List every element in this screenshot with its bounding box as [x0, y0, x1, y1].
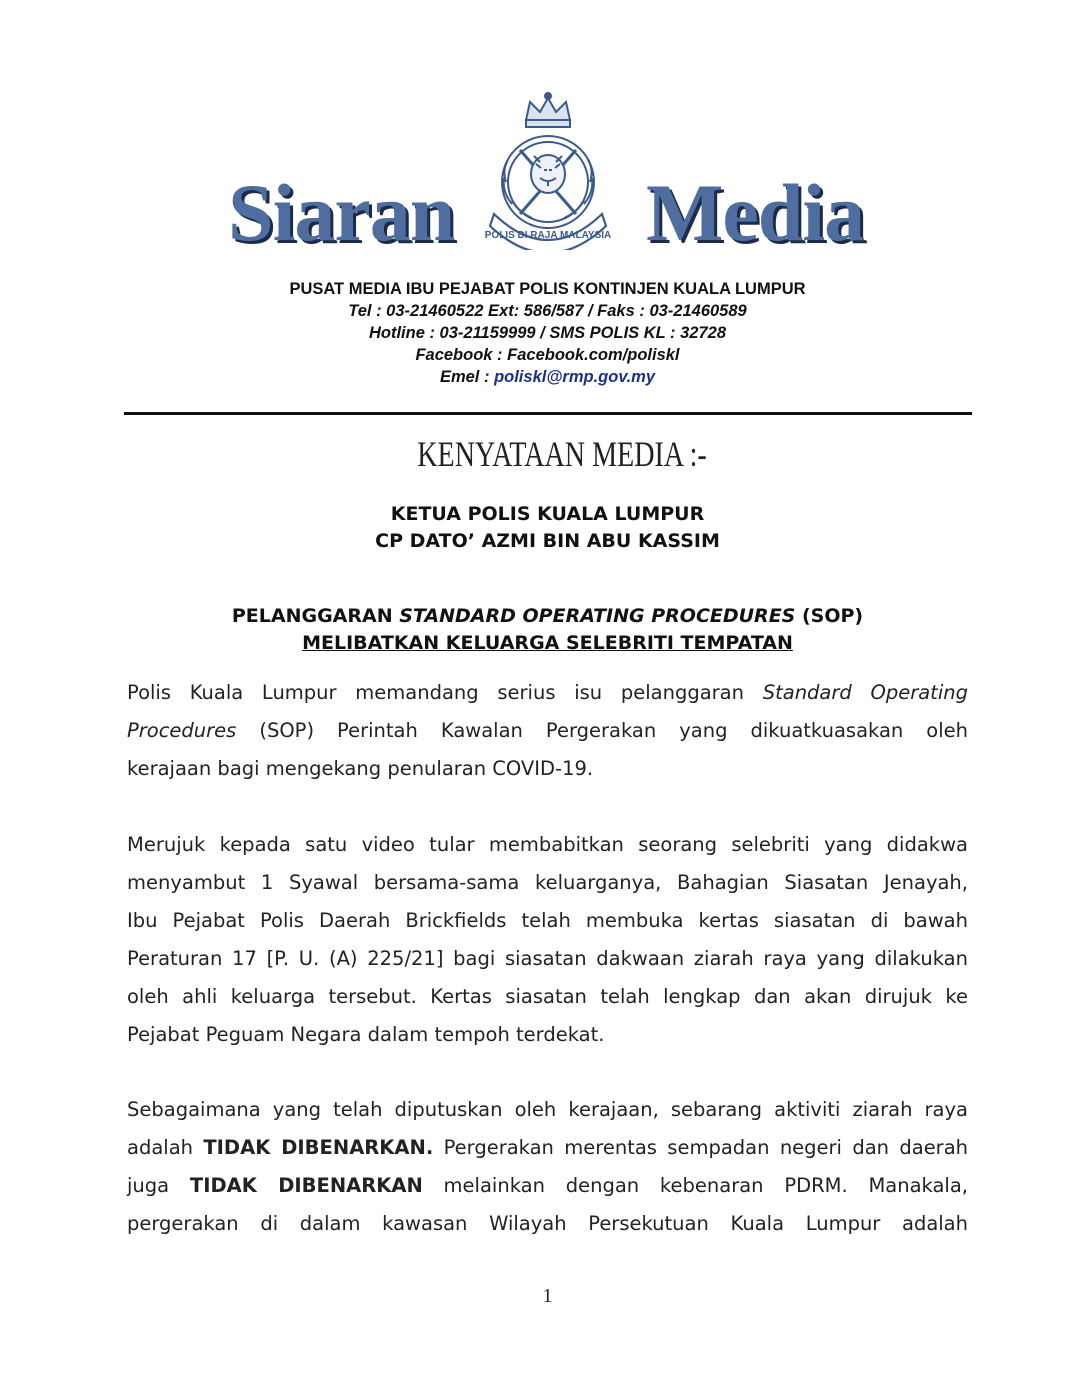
- line-bold: TIDAK DIBENARKAN.: [203, 1136, 434, 1159]
- email-label: Emel :: [439, 368, 495, 386]
- subject-italic: STANDARD OPERATING PROCEDURES: [399, 605, 796, 627]
- subject-line-1: [0, 603, 1080, 630]
- paragraph-line: oleh ahli keluarga tersebut. Kertas siasatan telah lengkap dan akan dirujuk ke: [127, 985, 968, 1008]
- hotline-line: Hotline : 03-21159999 / SMS POLIS KL : 32728: [368, 324, 727, 342]
- masthead-word-siaran: Siaran: [228, 167, 455, 258]
- line-italic: Procedures: [127, 719, 237, 742]
- paragraph-line: [127, 674, 968, 712]
- paragraph-line: Merujuk kepada satu video tular membabitkan seorang selebriti yang didakwa: [127, 833, 968, 856]
- paragraph-line: Pejabat Peguam Negara dalam tempoh terdekat.: [127, 1023, 605, 1046]
- line-text: melainkan dengan kebenaran PDRM. Manakala,: [422, 1174, 968, 1197]
- police-crest-icon: [474, 90, 622, 250]
- office-name: PUSAT MEDIA IBU PEJABAT POLIS KONTINJEN KUALA LUMPUR: [289, 280, 806, 298]
- masthead-word-media: Media: [646, 167, 865, 258]
- paragraph-line: Ibu Pejabat Polis Daerah Brickfields telah membuka kertas siasatan di bawah: [127, 909, 968, 932]
- line-text: (SOP) Perintah Kawalan Pergerakan yang dikuatkuasakan oleh: [236, 719, 968, 742]
- speaker-block: [0, 501, 1080, 555]
- facebook-line: Facebook : Facebook.com/poliskl: [415, 346, 680, 364]
- speaker-title: KETUA POLIS KUALA LUMPUR: [390, 503, 705, 525]
- line-text: juga: [127, 1174, 190, 1197]
- subject-line-2: MELIBATKAN KELUARGA SELEBRITI TEMPATAN: [302, 632, 793, 654]
- contact-block: [0, 278, 1080, 388]
- page-number: 1: [542, 1285, 553, 1307]
- paragraph-line: [127, 1129, 968, 1167]
- subject-block: [0, 603, 1080, 657]
- paragraph-line: Peraturan 17 [P. U. (A) 225/21] bagi siasatan dakwaan ziarah raya yang dilakukan: [127, 947, 968, 970]
- email-link[interactable]: poliskl@rmp.gov.my: [494, 368, 656, 386]
- paragraph-line: Sebagaimana yang telah diputuskan oleh kerajaan, sebarang aktiviti ziarah raya: [127, 1098, 968, 1121]
- line-text: Pergerakan merentas sempadan negeri dan daerah: [433, 1136, 969, 1159]
- paragraph-line: pergerakan di dalam kawasan Wilayah Persekutuan Kuala Lumpur adalah: [127, 1212, 968, 1235]
- paragraph-line: menyambut 1 Syawal bersama-sama keluarganya, Bahagian Siasatan Jenayah,: [127, 871, 968, 894]
- email-line: [0, 366, 1080, 388]
- masthead: [0, 80, 1080, 260]
- paragraph-1: [127, 674, 968, 788]
- statement-title: KENYATAAN MEDIA :-: [417, 434, 707, 474]
- header-divider: [124, 412, 972, 415]
- line-italic: Standard Operating: [762, 681, 968, 704]
- paragraph-line: [127, 712, 968, 750]
- line-bold: TIDAK DIBENARKAN: [189, 1174, 423, 1197]
- crest-ribbon-text: POLIS DI RAJA MALAYSIA: [484, 230, 612, 241]
- subject-text: (SOP): [795, 605, 864, 627]
- line-text: Polis Kuala Lumpur memandang serius isu pelanggaran: [127, 681, 763, 704]
- speaker-name: CP DATO’ AZMI BIN ABU KASSIM: [375, 530, 720, 552]
- subject-text: PELANGGARAN: [231, 605, 400, 627]
- line-text: adalah: [127, 1136, 204, 1159]
- paragraph-2: [127, 826, 968, 1054]
- paragraph-line: kerajaan bagi mengekang penularan COVID-19.: [127, 757, 594, 780]
- tel-line: Tel : 03-21460522 Ext: 586/587 / Faks : 03-21460589: [348, 302, 747, 320]
- paragraph-line: [127, 1167, 968, 1205]
- paragraph-3: [127, 1091, 968, 1243]
